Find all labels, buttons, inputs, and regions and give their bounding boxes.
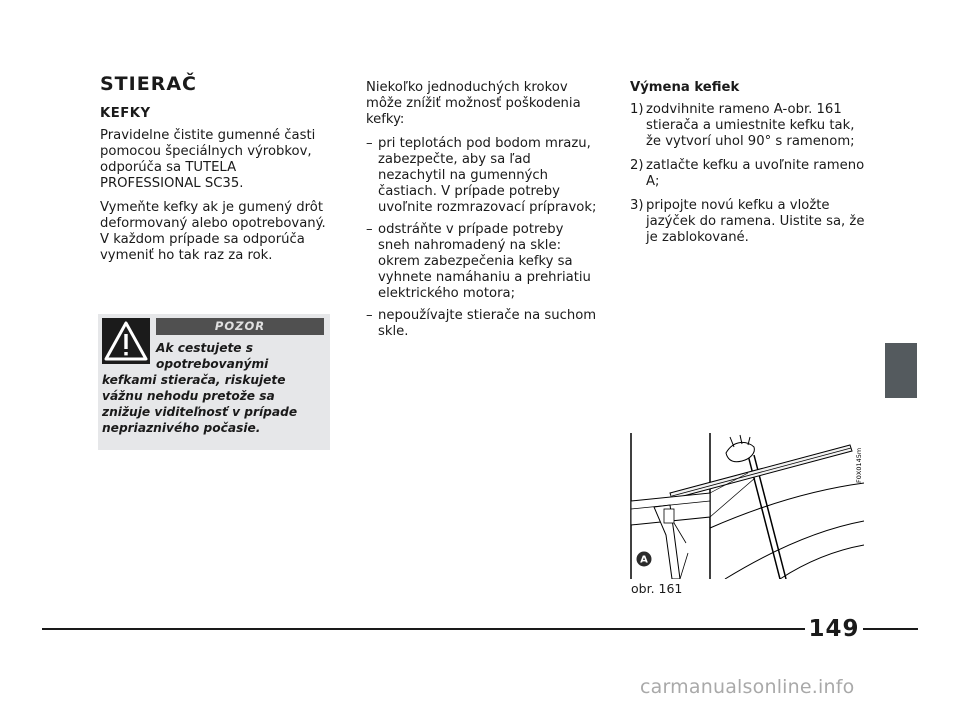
dash-marker: – <box>366 136 373 151</box>
list-item <box>630 158 870 190</box>
tips-list <box>366 136 598 340</box>
warning-line-1: Ak cestujete s <box>156 341 254 355</box>
warning-line-2: opotrebovanými <box>156 357 269 371</box>
intro-paragraph: Niekoľko jednoduchých krokov môže znížiť možnosť poškodenia kefky: <box>366 80 581 127</box>
list-item-text: pri teplotách pod bodom mrazu, zabezpečte, aby sa ľad nezachytil na gumenných častiach. V prípade potreby uvoľnite rozmrazovací prípravok; <box>378 136 597 215</box>
right-column <box>630 80 870 254</box>
list-item <box>366 136 598 216</box>
step-number: 1) <box>630 102 644 117</box>
chapter-tab <box>885 343 917 398</box>
list-item-text: odstráňte v prípade potreby sneh nahromadený na skle: okrem zabezpečenia kefky sa vyhnete namáhaniu a prehriatiu elektrického motora; <box>378 222 591 301</box>
steps-list <box>630 102 870 246</box>
middle-column <box>366 80 598 346</box>
dash-marker: – <box>366 308 373 323</box>
figure-code: F0X0145m <box>855 447 863 483</box>
warning-line-rest: kefkami stierača, riskujete vážnu nehodu pretože sa znižuje viditeľnosť v prípade nepriaznivého počasie. <box>102 373 298 435</box>
dash-marker: – <box>366 222 373 237</box>
step-text: pripojte novú kefku a vložte jazýček do ramena. Uistite sa, že je zablokované. <box>646 198 865 245</box>
warning-text <box>102 340 326 436</box>
paragraph-replace: Vymeňte kefky ak je gumený drôt deformovaný alebo opotrebovaný. V každom prípade sa odporúča vymeniť ho tak raz za rok. <box>100 200 326 263</box>
step-number: 2) <box>630 158 644 173</box>
warning-box <box>98 314 330 450</box>
watermark: carmanualsonline.info <box>640 676 855 698</box>
list-item <box>366 222 598 302</box>
subsection-title: KEFKY <box>100 106 151 121</box>
figure-caption: obr. 161 <box>631 581 683 596</box>
wiper-illustration <box>630 433 864 579</box>
label-a: A <box>640 554 648 566</box>
step-text: zodvihnite rameno A-obr. 161 stierača a umiestnite kefku tak, že vytvorí uhol 90° s ramenom; <box>646 102 855 149</box>
page-number: 149 <box>805 615 863 643</box>
step-text: zatlačte kefku a uvoľnite rameno A; <box>646 158 865 189</box>
warning-label: POZOR <box>156 318 324 335</box>
list-item-text: nepoužívajte stierače na suchom skle. <box>378 308 597 339</box>
steps-heading: Výmena kefiek <box>630 80 740 95</box>
list-item <box>366 308 598 340</box>
list-item <box>630 102 870 150</box>
paragraph-cleaning: Pravidelne čistite gumenné časti pomocou špeciálnych výrobkov, odporúča sa TUTELA PROFESSIONAL SC35. <box>100 128 316 191</box>
step-number: 3) <box>630 198 644 213</box>
footer-rule <box>42 628 918 630</box>
section-title: STIERAČ <box>100 73 197 95</box>
left-column <box>100 73 328 272</box>
list-item <box>630 198 870 246</box>
